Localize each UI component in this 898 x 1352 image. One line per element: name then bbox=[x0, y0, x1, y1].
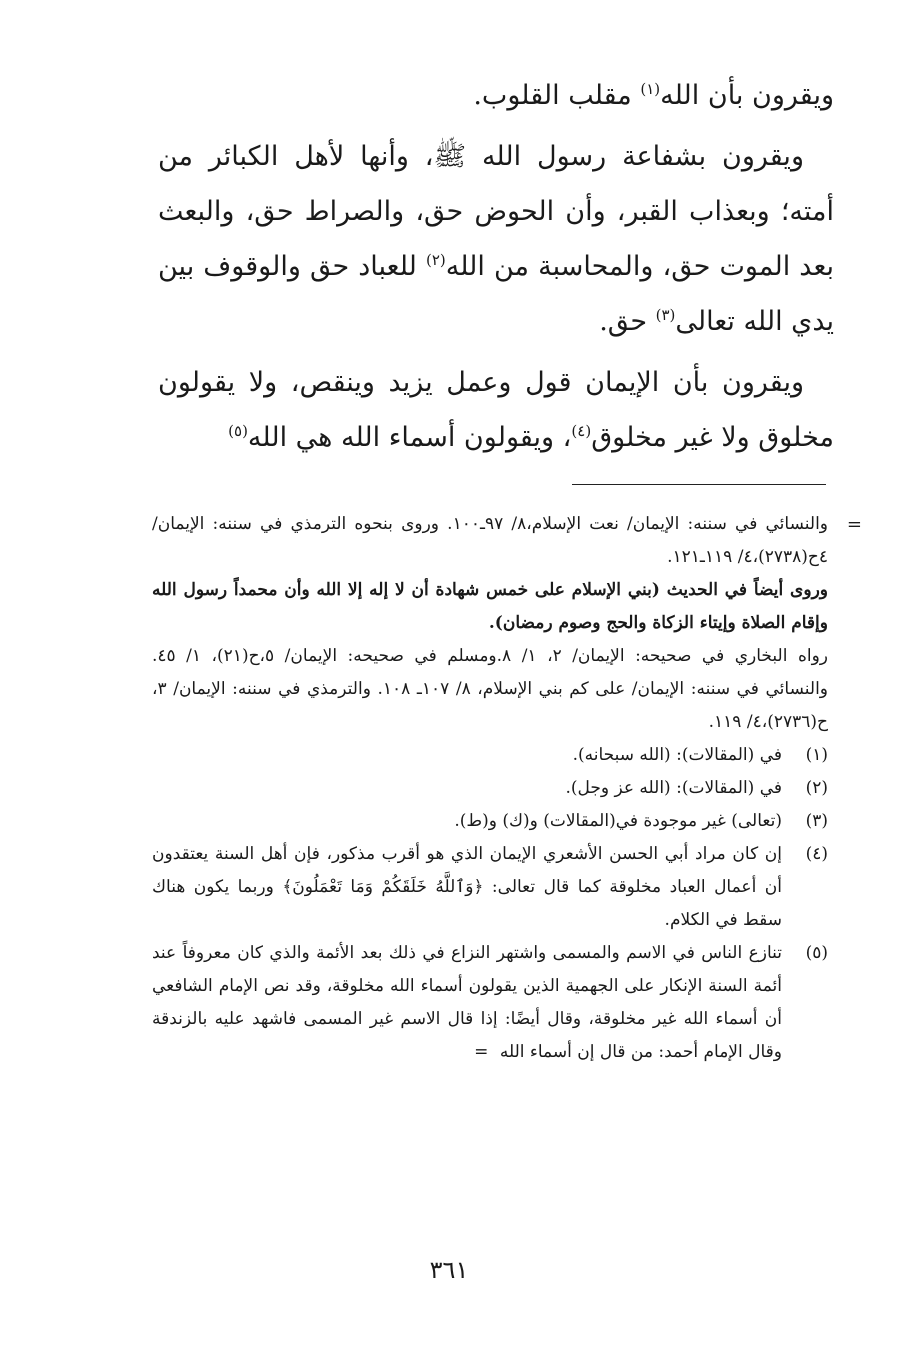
carryover-line-1: والنسائي في سننه: الإيمان/ نعت الإسلام،٨/ ٩٧ـ١٠٠. وروى بنحوه الترمذي في سننه: الإيمان/ ٤ح(٢٧٣٨)،٤/ ١١٩ـ١٢١. bbox=[152, 514, 828, 567]
paragraph-1: ويقرون بأن الله$^{(١)}$ مقلب القلوب. bbox=[473, 80, 834, 111]
carryover-line-2: وروى أيضاً في الحديث (بني الإسلام على خمس شهادة أن لا إله إلا الله وأن محمداً رسول الله وإقام الصلاة وإيتاء الزكاة والحج وصوم رمضان). bbox=[152, 580, 828, 633]
footnote-ref-5[interactable]: (٥) bbox=[228, 422, 248, 440]
main-text bbox=[158, 68, 834, 465]
paragraph-3: ويقرون بأن الإيمان قول وعمل يزيد وينقص، ولا يقولون مخلوق ولا غير مخلوق$^{(٤)}$، ويقولون أسماء الله هي الله$^{(٥)}$ bbox=[158, 367, 834, 453]
footnote-text: تنازع الناس في الاسم والمسمى واشتهر النزاع في ذلك بعد الأئمة والذي كان معروفاً عند أئمة السنة الإنكار على الجهمية الذين يقولون أسماء الله مخلوقة، وقد نص الإمام الشافعي أن أسماء الله غير مخلوقة، وقال أيضًا: إذا قال الاسم غير المسمى فاشهد عليه بالزندقة وقال الإمام أحمد: من قال إن أسماء الله bbox=[152, 943, 782, 1062]
footnote-ref-4[interactable]: (٤) bbox=[571, 422, 592, 440]
footnote-separator bbox=[572, 484, 826, 485]
footnote-ref-3[interactable]: (٣) bbox=[655, 306, 676, 324]
footnote-ref-1[interactable]: (١) bbox=[640, 80, 661, 98]
footnote-number: (٥) bbox=[805, 943, 828, 963]
footnote-number: (٣) bbox=[805, 811, 828, 831]
footnote-number: (١) bbox=[805, 745, 828, 765]
continuation-mark: = bbox=[846, 514, 862, 535]
page-number: ٣٦١ bbox=[429, 1256, 469, 1284]
footnote-2 bbox=[152, 772, 828, 805]
footnote-1 bbox=[152, 739, 828, 772]
footnote-ref-2[interactable]: (٢) bbox=[425, 251, 446, 269]
footnote-4 bbox=[152, 838, 828, 937]
carryover-line-3: رواه البخاري في صحيحه: الإيمان/ ٢، ١/ ٨.ومسلم في صحيحه: الإيمان/ ٥،ح(٢١)، ١/ ٤٥. والنسائي في سننه: الإيمان/ على كم بني الإسلام، ٨/ ١٠٧ـ ١٠٨. والترمذي في سننه: الإيمان/ ٣، ح(٢٧٣٦)،٤/ ١١٩. bbox=[152, 646, 828, 732]
footnote-text: في (المقالات): (الله عز وجل). bbox=[565, 778, 782, 798]
footnote-text: (تعالى) غير موجودة في(المقالات) و(ك) و(ط). bbox=[454, 811, 782, 831]
footnote-3 bbox=[152, 805, 828, 838]
footnote-5 bbox=[152, 937, 828, 1069]
footnotes bbox=[152, 508, 862, 1069]
footnote-text: إن كان مراد أبي الحسن الأشعري الإيمان الذي هو أقرب مذكور، فإن أهل السنة يعتقدون أن أعمال العباد مخلوقة كما قال تعالى: ﴿وَٱللَّهُ خَلَقَكُمْ وَمَا تَعْمَلُونَ﴾ وربما يكون هناك سقط في الكلام. bbox=[152, 844, 782, 930]
paragraph-2: ويقرون بشفاعة رسول الله ﷺ، وأنها لأهل الكبائر من أمته؛ وبعذاب القبر، وأن الحوض حق، والصراط حق، والبعث بعد الموت حق، والمحاسبة من الله$^{(٢)}$ للعباد حق والوقوف بين يدي الله تعالى$^{(٣)}$ حق. bbox=[158, 141, 835, 337]
footnote-text: في (المقالات): (الله سبحانه). bbox=[572, 745, 782, 765]
footnote-number: (٤) bbox=[805, 844, 828, 864]
footnote-number: (٢) bbox=[805, 778, 828, 798]
footnote-carryover bbox=[152, 508, 828, 739]
continuation-end-mark: = bbox=[474, 1042, 489, 1062]
